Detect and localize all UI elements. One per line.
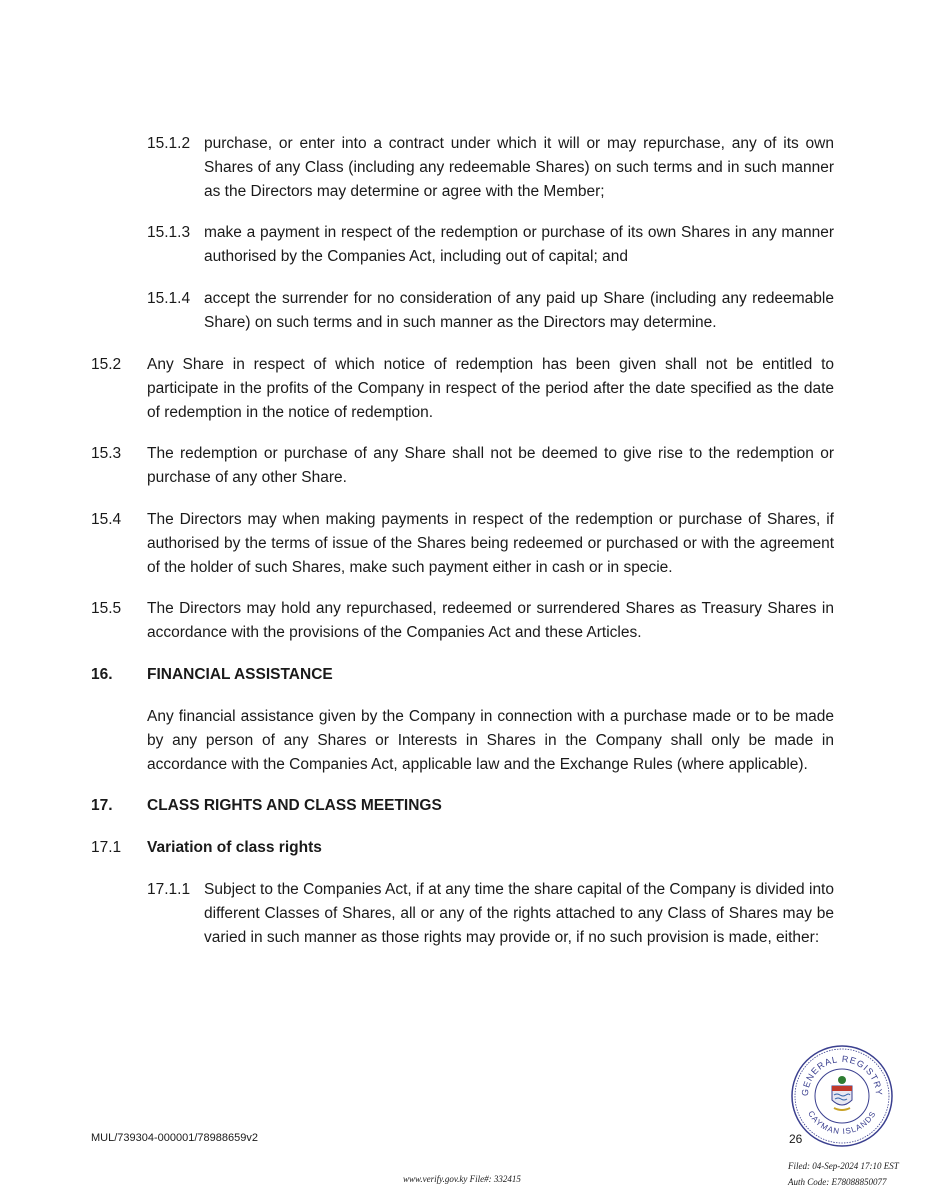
clause-number-15-3: 15.3: [91, 445, 122, 462]
clause-number-15-1-3: 15.1.3: [147, 224, 191, 241]
clause-number-15-4: 15.4: [91, 511, 122, 528]
clause-number-15-1-4: 15.1.4: [147, 290, 191, 307]
section-heading-17: CLASS RIGHTS AND CLASS MEETINGS: [147, 797, 442, 814]
clause-text-15-1-4: accept the surrender for no consideration of any paid up Share (including any redeemable Share) on such terms and in such manner as the Directors may determine.: [204, 290, 834, 331]
seal-top-text: GENERAL REGISTRY: [799, 1053, 885, 1097]
section-heading-16: FINANCIAL ASSISTANCE: [147, 666, 333, 683]
clause-text-15-4: The Directors may when making payments in respect of the redemption or purchase of Shares, if authorised by the terms of issue of the Shares being redeemed or purchased or with the agreement of the holder of such Shares, make such payment either in cash or in specie.: [147, 511, 834, 576]
page-number: 26: [789, 1132, 803, 1146]
clause-text-15-1-2: purchase, or enter into a contract under which it will or may repurchase, any of its own Shares of any Class (including any redeemable Shares) on such terms and in such manner as the Directors may determine or agree with the Member;: [204, 135, 834, 200]
clause-text-15-5: The Directors may hold any repurchased, redeemed or surrendered Shares as Treasury Shares in accordance with the provisions of the Companies Act and these Articles.: [147, 600, 834, 641]
seal-bottom-text: CAYMAN ISLANDS: [806, 1109, 878, 1137]
coat-of-arms-icon: [832, 1076, 852, 1110]
section-number-16: 16.: [91, 666, 113, 683]
clause-text-15-3: The redemption or purchase of any Share shall not be deemed to give rise to the redemption or purchase of any other Share.: [147, 445, 834, 486]
clause-number-17-1-1: 17.1.1: [147, 881, 191, 898]
clause-text-15-2: Any Share in respect of which notice of redemption has been given shall not be entitled to participate in the profits of the Company in respect of the period after the date specified as the date of redemption in the notice of redemption.: [147, 356, 834, 421]
filed-date: Filed: 04-Sep-2024 17:10 EST: [788, 1161, 899, 1171]
section-number-17: 17.: [91, 797, 113, 814]
clause-number-15-1-2: 15.1.2: [147, 135, 191, 152]
clause-text-17-1-1: Subject to the Companies Act, if at any time the share capital of the Company is divided into different Classes of Shares, all or any of the rights attached to any Class of Shares may be varied in such manner as those rights may provide or, if no such provision is made, either:: [204, 881, 834, 946]
auth-code: Auth Code: E78088850077: [788, 1177, 887, 1187]
clause-number-15-5: 15.5: [91, 600, 122, 617]
filing-stamp: [788, 1158, 899, 1190]
clause-text-15-1-3: make a payment in respect of the redemption or purchase of its own Shares in any manner authorised by the Companies Act, including out of capital; and: [204, 224, 834, 265]
verification-link: www.verify.gov.ky File#: 332415: [403, 1174, 521, 1184]
clause-number-15-2: 15.2: [91, 356, 122, 373]
section-16-body: Any financial assistance given by the Company in connection with a purchase made or to be made by any person of any Shares or Interests in Shares in the Company shall only be made in accordance with the Companies Act, applicable law and the Exchange Rules (where applicable).: [147, 708, 834, 773]
clause-heading-17-1: Variation of class rights: [147, 839, 322, 856]
general-registry-seal: [790, 1044, 894, 1148]
document-reference: MUL/739304-000001/78988659v2: [91, 1132, 258, 1144]
clause-number-17-1: 17.1: [91, 839, 122, 856]
